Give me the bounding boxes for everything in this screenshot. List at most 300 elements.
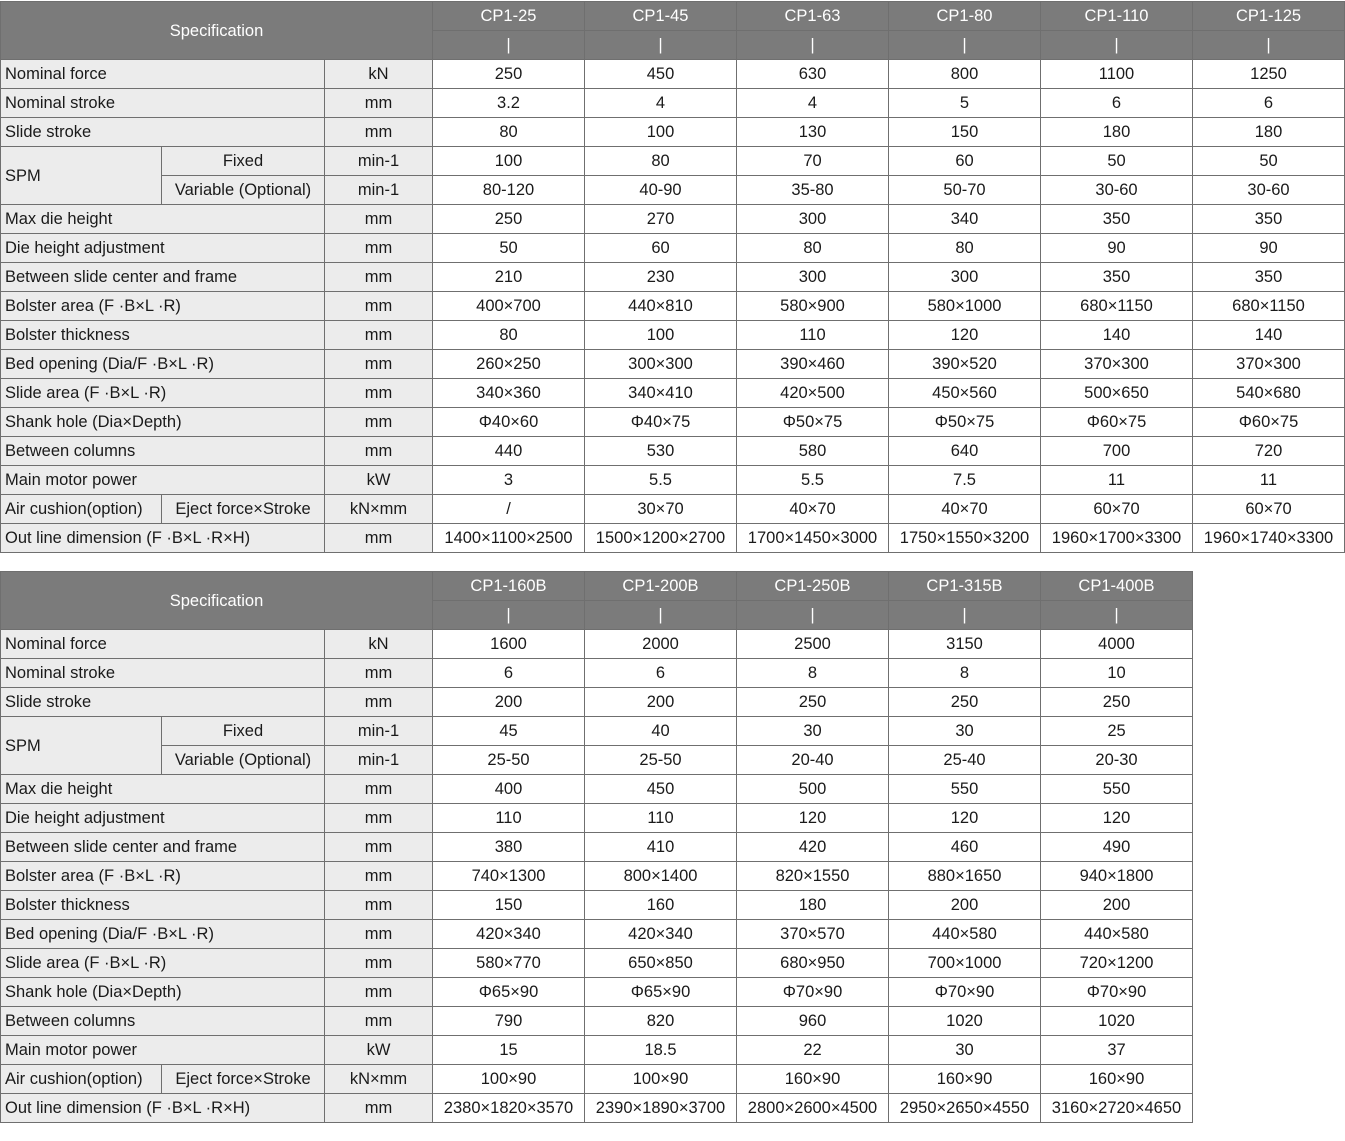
value-cell: 580×770: [433, 949, 585, 978]
empty-cell: [1193, 804, 1345, 833]
value-cell: Φ70×90: [737, 978, 889, 1007]
value-cell: 25-50: [585, 746, 737, 775]
table-row: [1, 234, 1345, 263]
value-cell: 100: [585, 118, 737, 147]
row-unit: mm: [325, 118, 433, 147]
value-cell: 940×1800: [1041, 862, 1193, 891]
row-label: Out line dimension (F ·B×L ·R×H): [1, 1094, 325, 1123]
model-header: CP1-160B: [433, 572, 585, 601]
subheader-mark: |: [889, 31, 1041, 60]
value-cell: 5.5: [737, 466, 889, 495]
row-unit: mm: [325, 350, 433, 379]
spec-table-cp1-b-series: [0, 571, 1345, 1123]
value-cell: 80: [585, 147, 737, 176]
value-cell: 260×250: [433, 350, 585, 379]
value-cell: 340×410: [585, 379, 737, 408]
row-label: Between columns: [1, 437, 325, 466]
value-cell: 20-30: [1041, 746, 1193, 775]
value-cell: 540×680: [1193, 379, 1345, 408]
model-header: CP1-400B: [1041, 572, 1193, 601]
value-cell: 30-60: [1193, 176, 1345, 205]
value-cell: 2500: [737, 630, 889, 659]
value-cell: 720×1200: [1041, 949, 1193, 978]
value-cell: 25: [1041, 717, 1193, 746]
value-cell: 2390×1890×3700: [585, 1094, 737, 1123]
value-cell: 270: [585, 205, 737, 234]
empty-cell: [1193, 775, 1345, 804]
value-cell: 500×650: [1041, 379, 1193, 408]
row-label: Slide area (F ·B×L ·R): [1, 379, 325, 408]
row-unit: mm: [325, 234, 433, 263]
value-cell: 390×520: [889, 350, 1041, 379]
table-row: [1, 524, 1345, 553]
value-cell: 210: [433, 263, 585, 292]
row-unit: mm: [325, 524, 433, 553]
value-cell: 440: [433, 437, 585, 466]
empty-cell: [1193, 630, 1345, 659]
value-cell: 2800×2600×4500: [737, 1094, 889, 1123]
subheader-mark: |: [889, 601, 1041, 630]
value-cell: 3150: [889, 630, 1041, 659]
empty-cell: [1193, 920, 1345, 949]
row-unit: mm: [325, 862, 433, 891]
value-cell: 15: [433, 1036, 585, 1065]
subheader-mark: |: [585, 31, 737, 60]
row-sublabel: Variable (Optional): [162, 746, 325, 775]
subheader-mark: |: [433, 31, 585, 60]
value-cell: 120: [1041, 804, 1193, 833]
row-unit: mm: [325, 437, 433, 466]
value-cell: 420: [737, 833, 889, 862]
value-cell: 160×90: [737, 1065, 889, 1094]
row-label: Bed opening (Dia/F ·B×L ·R): [1, 920, 325, 949]
value-cell: 100×90: [585, 1065, 737, 1094]
table-row: [1, 920, 1345, 949]
model-header: CP1-200B: [585, 572, 737, 601]
value-cell: 35-80: [737, 176, 889, 205]
empty-cell: [1193, 746, 1345, 775]
value-cell: 340: [889, 205, 1041, 234]
value-cell: 50: [1193, 147, 1345, 176]
value-cell: 1400×1100×2500: [433, 524, 585, 553]
row-label: Die height adjustment: [1, 234, 325, 263]
row-unit: mm: [325, 833, 433, 862]
table-row: [1, 717, 1345, 746]
value-cell: 580: [737, 437, 889, 466]
value-cell: 110: [585, 804, 737, 833]
subheader-mark: |: [1193, 31, 1345, 60]
value-cell: 960: [737, 1007, 889, 1036]
table-row: [1, 176, 1345, 205]
row-sublabel: Fixed: [162, 717, 325, 746]
value-cell: 60: [889, 147, 1041, 176]
model-header: CP1-125: [1193, 2, 1345, 31]
row-unit: kN×mm: [325, 495, 433, 524]
empty-cell: [1193, 833, 1345, 862]
empty-cell: [1193, 978, 1345, 1007]
value-cell: 2000: [585, 630, 737, 659]
empty-cell: [1193, 1094, 1345, 1123]
value-cell: 680×950: [737, 949, 889, 978]
row-label: Bolster area (F ·B×L ·R): [1, 862, 325, 891]
empty-cell: [1193, 862, 1345, 891]
value-cell: 120: [889, 804, 1041, 833]
specification-header: Specification: [1, 2, 433, 60]
value-cell: 1500×1200×2700: [585, 524, 737, 553]
value-cell: 350: [1041, 205, 1193, 234]
value-cell: 22: [737, 1036, 889, 1065]
value-cell: 580×900: [737, 292, 889, 321]
row-label: Slide stroke: [1, 118, 325, 147]
row-unit: mm: [325, 379, 433, 408]
value-cell: Φ70×90: [889, 978, 1041, 1007]
value-cell: 250: [433, 60, 585, 89]
value-cell: 4000: [1041, 630, 1193, 659]
value-cell: 110: [737, 321, 889, 350]
empty-cell: [1193, 949, 1345, 978]
value-cell: 45: [433, 717, 585, 746]
empty-cell: [1193, 659, 1345, 688]
row-label: Max die height: [1, 775, 325, 804]
subheader-mark: |: [737, 601, 889, 630]
value-cell: 350: [1193, 205, 1345, 234]
row-label: Shank hole (Dia×Depth): [1, 408, 325, 437]
value-cell: 490: [1041, 833, 1193, 862]
model-header: CP1-45: [585, 2, 737, 31]
value-cell: 70: [737, 147, 889, 176]
model-header: CP1-250B: [737, 572, 889, 601]
row-unit: min-1: [325, 176, 433, 205]
row-unit: mm: [325, 89, 433, 118]
row-unit: mm: [325, 1094, 433, 1123]
value-cell: 800×1400: [585, 862, 737, 891]
table-row: [1, 1065, 1345, 1094]
table-row: [1, 862, 1345, 891]
row-unit: kN: [325, 630, 433, 659]
value-cell: 30×70: [585, 495, 737, 524]
row-unit: min-1: [325, 746, 433, 775]
value-cell: 180: [737, 891, 889, 920]
value-cell: 150: [433, 891, 585, 920]
value-cell: 460: [889, 833, 1041, 862]
value-cell: 550: [1041, 775, 1193, 804]
model-header: CP1-80: [889, 2, 1041, 31]
value-cell: 180: [1193, 118, 1345, 147]
value-cell: 3: [433, 466, 585, 495]
value-cell: 1100: [1041, 60, 1193, 89]
subheader-mark: |: [1041, 31, 1193, 60]
row-unit: mm: [325, 920, 433, 949]
table-row: [1, 466, 1345, 495]
row-unit: kN: [325, 60, 433, 89]
value-cell: 370×570: [737, 920, 889, 949]
subheader-mark: |: [1041, 601, 1193, 630]
value-cell: 140: [1193, 321, 1345, 350]
value-cell: 1960×1700×3300: [1041, 524, 1193, 553]
row-sublabel: Eject force×Stroke: [162, 495, 325, 524]
value-cell: 6: [1193, 89, 1345, 118]
empty-cell: [1193, 601, 1345, 630]
value-cell: 700: [1041, 437, 1193, 466]
value-cell: 1600: [433, 630, 585, 659]
value-cell: 300×300: [585, 350, 737, 379]
value-cell: 60×70: [1193, 495, 1345, 524]
table-row: [1, 89, 1345, 118]
table-row: [1, 891, 1345, 920]
value-cell: 160×90: [1041, 1065, 1193, 1094]
row-sublabel: Eject force×Stroke: [162, 1065, 325, 1094]
value-cell: 390×460: [737, 350, 889, 379]
value-cell: 420×500: [737, 379, 889, 408]
value-cell: 700×1000: [889, 949, 1041, 978]
value-cell: 370×300: [1193, 350, 1345, 379]
value-cell: 140: [1041, 321, 1193, 350]
value-cell: 400: [433, 775, 585, 804]
value-cell: 530: [585, 437, 737, 466]
row-label: SPM: [1, 717, 162, 775]
table-row: [1, 60, 1345, 89]
value-cell: 250: [1041, 688, 1193, 717]
row-label: Bolster thickness: [1, 891, 325, 920]
value-cell: Φ65×90: [433, 978, 585, 1007]
value-cell: 6: [1041, 89, 1193, 118]
table-row: [1, 833, 1345, 862]
value-cell: 110: [433, 804, 585, 833]
row-label: Main motor power: [1, 1036, 325, 1065]
row-unit: mm: [325, 949, 433, 978]
table-row: [1, 630, 1345, 659]
subheader-mark: |: [737, 31, 889, 60]
row-unit: kN×mm: [325, 1065, 433, 1094]
value-cell: 250: [433, 205, 585, 234]
value-cell: 1020: [1041, 1007, 1193, 1036]
row-label: Shank hole (Dia×Depth): [1, 978, 325, 1007]
row-sublabel: Variable (Optional): [162, 176, 325, 205]
value-cell: 380: [433, 833, 585, 862]
model-header: CP1-315B: [889, 572, 1041, 601]
table-row: [1, 1094, 1345, 1123]
value-cell: 680×1150: [1193, 292, 1345, 321]
row-unit: mm: [325, 408, 433, 437]
value-cell: 3.2: [433, 89, 585, 118]
row-label: Bolster thickness: [1, 321, 325, 350]
model-header: CP1-110: [1041, 2, 1193, 31]
value-cell: 680×1150: [1041, 292, 1193, 321]
row-label: Nominal force: [1, 60, 325, 89]
empty-cell: [1193, 717, 1345, 746]
value-cell: 120: [889, 321, 1041, 350]
value-cell: 3160×2720×4650: [1041, 1094, 1193, 1123]
value-cell: 50-70: [889, 176, 1041, 205]
value-cell: 50: [433, 234, 585, 263]
specification-header: Specification: [1, 572, 433, 630]
row-unit: mm: [325, 688, 433, 717]
value-cell: 580×1000: [889, 292, 1041, 321]
value-cell: 440×810: [585, 292, 737, 321]
table-row: [1, 321, 1345, 350]
value-cell: 4: [585, 89, 737, 118]
row-label: Main motor power: [1, 466, 325, 495]
row-unit: mm: [325, 263, 433, 292]
value-cell: Φ50×75: [889, 408, 1041, 437]
value-cell: 7.5: [889, 466, 1041, 495]
row-label: Bolster area (F ·B×L ·R): [1, 292, 325, 321]
value-cell: 230: [585, 263, 737, 292]
row-label: Die height adjustment: [1, 804, 325, 833]
table-row: [1, 118, 1345, 147]
value-cell: 25-50: [433, 746, 585, 775]
row-unit: mm: [325, 205, 433, 234]
value-cell: 100×90: [433, 1065, 585, 1094]
value-cell: Φ70×90: [1041, 978, 1193, 1007]
row-unit: min-1: [325, 147, 433, 176]
row-unit: mm: [325, 775, 433, 804]
value-cell: 410: [585, 833, 737, 862]
model-header: CP1-25: [433, 2, 585, 31]
row-unit: mm: [325, 978, 433, 1007]
value-cell: 30: [889, 717, 1041, 746]
empty-cell: [1193, 1007, 1345, 1036]
value-cell: 4: [737, 89, 889, 118]
table-row: [1, 775, 1345, 804]
value-cell: 340×360: [433, 379, 585, 408]
value-cell: 400×700: [433, 292, 585, 321]
value-cell: 60: [585, 234, 737, 263]
row-label: Slide area (F ·B×L ·R): [1, 949, 325, 978]
value-cell: 1700×1450×3000: [737, 524, 889, 553]
table-row: [1, 205, 1345, 234]
empty-cell: [1193, 688, 1345, 717]
value-cell: 1750×1550×3200: [889, 524, 1041, 553]
value-cell: 800: [889, 60, 1041, 89]
value-cell: 300: [737, 263, 889, 292]
value-cell: 30: [737, 717, 889, 746]
value-cell: 80: [433, 118, 585, 147]
value-cell: 120: [737, 804, 889, 833]
table-row: [1, 408, 1345, 437]
empty-cell: [1193, 1065, 1345, 1094]
row-label: Out line dimension (F ·B×L ·R×H): [1, 524, 325, 553]
value-cell: 440×580: [889, 920, 1041, 949]
table-row: [1, 804, 1345, 833]
value-cell: Φ60×75: [1041, 408, 1193, 437]
subheader-mark: |: [585, 601, 737, 630]
row-unit: mm: [325, 659, 433, 688]
value-cell: 200: [433, 688, 585, 717]
row-sublabel: Fixed: [162, 147, 325, 176]
value-cell: 350: [1193, 263, 1345, 292]
value-cell: 18.5: [585, 1036, 737, 1065]
value-cell: 440×580: [1041, 920, 1193, 949]
value-cell: 100: [585, 321, 737, 350]
value-cell: 8: [889, 659, 1041, 688]
value-cell: 100: [433, 147, 585, 176]
value-cell: 5.5: [585, 466, 737, 495]
value-cell: 200: [889, 891, 1041, 920]
value-cell: 11: [1193, 466, 1345, 495]
row-label: Nominal stroke: [1, 89, 325, 118]
row-unit: mm: [325, 1007, 433, 1036]
table-row: [1, 350, 1345, 379]
table-row: [1, 292, 1345, 321]
value-cell: 300: [889, 263, 1041, 292]
value-cell: 90: [1041, 234, 1193, 263]
table-row: [1, 263, 1345, 292]
value-cell: 880×1650: [889, 862, 1041, 891]
value-cell: 1250: [1193, 60, 1345, 89]
table-row: [1, 1036, 1345, 1065]
value-cell: 450: [585, 775, 737, 804]
spec-table-cp1-standard: [0, 1, 1345, 553]
value-cell: 820×1550: [737, 862, 889, 891]
row-label: Slide stroke: [1, 688, 325, 717]
value-cell: 640: [889, 437, 1041, 466]
value-cell: 30: [889, 1036, 1041, 1065]
value-cell: 150: [889, 118, 1041, 147]
value-cell: 450×560: [889, 379, 1041, 408]
value-cell: Φ50×75: [737, 408, 889, 437]
empty-cell: [1193, 1036, 1345, 1065]
value-cell: 160×90: [889, 1065, 1041, 1094]
row-label: Max die height: [1, 205, 325, 234]
row-label: Bed opening (Dia/F ·B×L ·R): [1, 350, 325, 379]
value-cell: 80: [737, 234, 889, 263]
value-cell: 200: [1041, 891, 1193, 920]
value-cell: 550: [889, 775, 1041, 804]
value-cell: 740×1300: [433, 862, 585, 891]
value-cell: 11: [1041, 466, 1193, 495]
value-cell: Φ60×75: [1193, 408, 1345, 437]
value-cell: 8: [737, 659, 889, 688]
value-cell: 40-90: [585, 176, 737, 205]
value-cell: 790: [433, 1007, 585, 1036]
value-cell: 60×70: [1041, 495, 1193, 524]
value-cell: 2380×1820×3570: [433, 1094, 585, 1123]
table-row: [1, 147, 1345, 176]
value-cell: 370×300: [1041, 350, 1193, 379]
row-unit: kW: [325, 466, 433, 495]
value-cell: 350: [1041, 263, 1193, 292]
value-cell: 130: [737, 118, 889, 147]
value-cell: 40×70: [737, 495, 889, 524]
value-cell: 180: [1041, 118, 1193, 147]
value-cell: 80: [433, 321, 585, 350]
value-cell: 1960×1740×3300: [1193, 524, 1345, 553]
value-cell: 37: [1041, 1036, 1193, 1065]
row-unit: kW: [325, 1036, 433, 1065]
value-cell: 1020: [889, 1007, 1041, 1036]
value-cell: 50: [1041, 147, 1193, 176]
value-cell: Φ65×90: [585, 978, 737, 1007]
header-row-models: [1, 572, 1345, 601]
value-cell: Φ40×75: [585, 408, 737, 437]
row-label: Nominal stroke: [1, 659, 325, 688]
value-cell: 200: [585, 688, 737, 717]
value-cell: 820: [585, 1007, 737, 1036]
subheader-mark: |: [433, 601, 585, 630]
row-label: Between slide center and frame: [1, 263, 325, 292]
table-row: [1, 1007, 1345, 1036]
row-unit: mm: [325, 292, 433, 321]
row-label: Between slide center and frame: [1, 833, 325, 862]
value-cell: 650×850: [585, 949, 737, 978]
value-cell: 250: [737, 688, 889, 717]
value-cell: 250: [889, 688, 1041, 717]
row-unit: mm: [325, 891, 433, 920]
row-unit: mm: [325, 321, 433, 350]
value-cell: 720: [1193, 437, 1345, 466]
value-cell: 630: [737, 60, 889, 89]
